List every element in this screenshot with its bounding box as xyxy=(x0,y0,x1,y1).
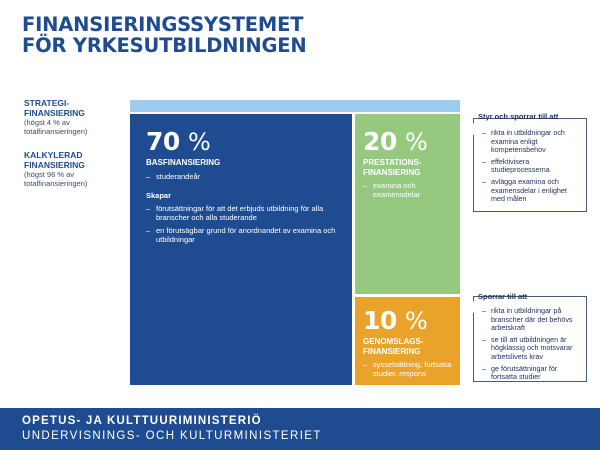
kalkyl-sub-1: (högst 96 % av xyxy=(24,170,75,179)
prest-name: PRESTATIONS- FINANSIERING xyxy=(363,158,422,177)
list-item: – sysselsättning, fortsatta studier, respons xyxy=(363,360,458,378)
genom-name: GENOMSLAGS- FINANSIERING xyxy=(363,337,424,356)
bas-percent: 70 % xyxy=(146,127,211,156)
page-title xyxy=(22,14,307,56)
footer-finnish: OPETUS- JA KULTTUURIMINISTERIÖ xyxy=(22,415,262,427)
callout-tail xyxy=(462,123,474,135)
bas-name: BASFINANSIERING xyxy=(146,158,221,167)
list-item: – rikta in utbildningar och examina enligt kompetensbehov xyxy=(482,129,582,155)
kalkyl-label xyxy=(24,150,87,188)
footer-swedish: UNDERVISNINGS- OCH KULTURMINISTERIET xyxy=(22,430,322,442)
callout-sporrar-items xyxy=(482,307,582,385)
bas-skapar-items xyxy=(146,204,341,244)
bas-skapar: Skapar xyxy=(146,190,172,200)
strategi-sub-1: (högst 4 % av xyxy=(24,118,70,127)
prest-items xyxy=(363,181,458,199)
callout-styr-items xyxy=(482,129,582,207)
bas-items xyxy=(146,172,341,181)
genom-items xyxy=(363,360,458,378)
kalkyl-sub-2: totalfinansieringen) xyxy=(24,179,88,188)
callout-tail xyxy=(462,301,474,313)
list-item: – examina och examensdelar xyxy=(363,181,458,199)
strategi-sub-2: totalfinansieringen) xyxy=(24,127,88,136)
callout-sporrar-heading: Sporrar till att xyxy=(478,292,528,301)
list-item: – förutsättningar för att det erbjuds utbildning för alla branscher och alla studerande xyxy=(146,204,341,222)
kalkyl-heading-1: KALKYLERAD xyxy=(24,150,83,160)
prestationsfinansiering-box xyxy=(355,114,460,294)
strategi-strip xyxy=(130,100,460,112)
list-item: – effektivisera studieprocesserna xyxy=(482,158,582,175)
basfinansiering-box xyxy=(130,114,352,385)
list-item: – avlägga examina och examensdelar i enlighet med målen xyxy=(482,178,582,204)
ministry-footer xyxy=(0,408,600,450)
title-line-2: FÖR YRKESUTBILDNINGEN xyxy=(22,34,307,57)
kalkyl-heading-2: FINANSIERING xyxy=(24,160,85,170)
callout-styr xyxy=(473,118,587,212)
callout-sporrar xyxy=(473,296,587,382)
prest-percent: 20 % xyxy=(363,127,428,156)
list-item: – en förutsägbar grund för anordnandet av examina och utbildningar xyxy=(146,226,341,244)
genom-percent: 10 % xyxy=(363,306,428,335)
strategi-heading-1: STRATEGI- xyxy=(24,98,70,108)
title-line-1: FINANSIERINGSSYSTEMET xyxy=(22,13,304,36)
callout-styr-heading: Styr och sporrar till att xyxy=(478,112,559,121)
strategi-heading-2: FINANSIERING xyxy=(24,108,85,118)
list-item: – ge förutsättningar för fortsatta studier xyxy=(482,365,582,382)
strategi-label xyxy=(24,98,87,136)
list-item: – rikta in utbildningar på branscher där det behövs arbetskraft xyxy=(482,307,582,333)
genomslagsfinansiering-box xyxy=(355,297,460,385)
list-item: – se till att utbildningen är högklassig och motsvarar arbetslivets krav xyxy=(482,336,582,362)
list-item: – studerandeår xyxy=(146,172,341,181)
